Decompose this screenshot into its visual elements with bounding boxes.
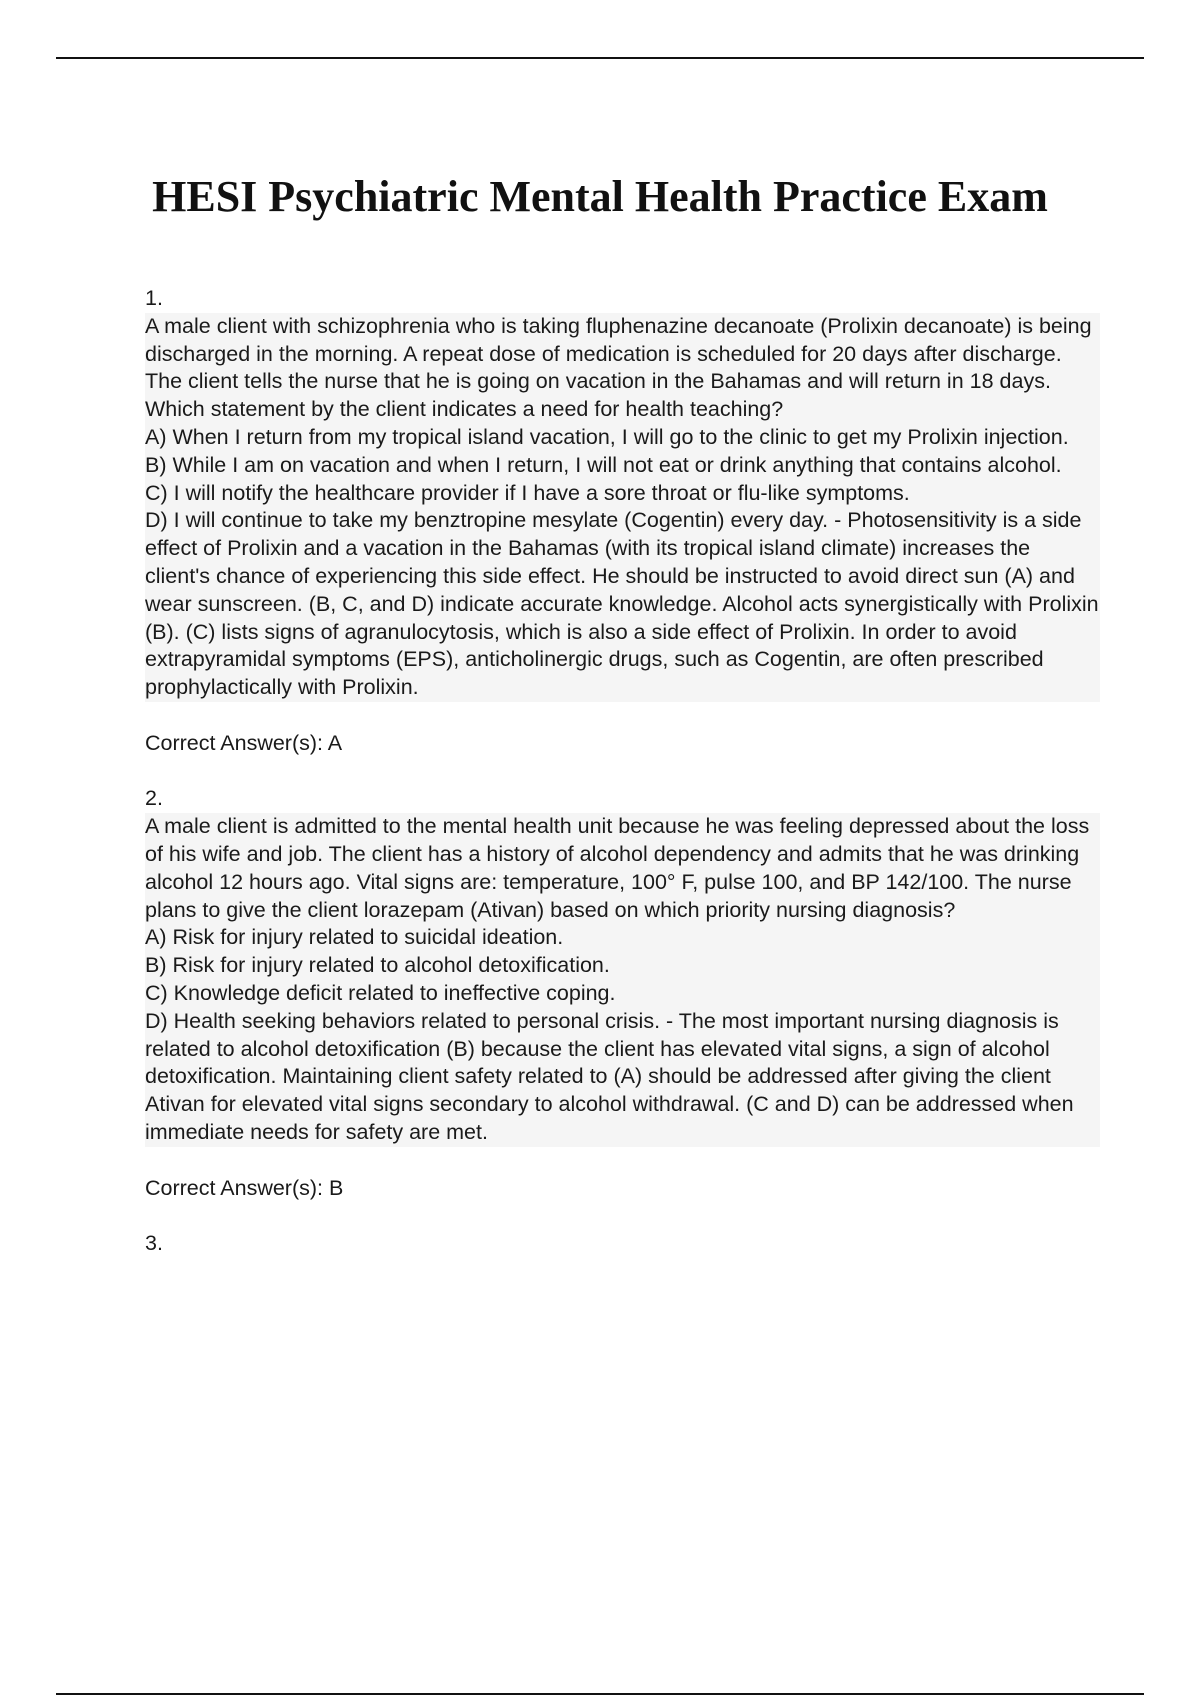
bottom-rule (56, 1693, 1144, 1695)
question-1 (145, 285, 1100, 785)
question-stem: A male client is admitted to the mental health unit because he was feeling depressed about the loss of his wife and job. The client has a history of alcohol dependency and admits that he was drinking alcohol 12 hours ago. Vital signs are: temperature, 100° F, pulse 100, and BP 142/100. The nurse plans to give the client lorazepam (Ativan) based on which priority nursing diagnosis? (145, 813, 1100, 924)
question-3 (145, 1230, 1100, 1258)
question-number: 2. (145, 786, 163, 811)
correct-answer: Correct Answer(s): A (145, 730, 343, 755)
question-number: 3. (145, 1231, 163, 1256)
option-d-rationale: D) I will continue to take my benztropine mesylate (Cogentin) every day. - Photosensitivity is a side effect of Prolixin and a vacation in the Bahamas (with its tropical island climate) increases the client's chance of experiencing this side effect. He should be instructed to avoid direct sun (A) and wear sunscreen. (B, C, and D) indicate accurate knowledge. Alcohol acts synergistically with Prolixin (B). (C) lists signs of agranulocytosis, which is also a side effect of Prolixin. In order to avoid extrapyramidal symptoms (EPS), anticholinergic drugs, such as Cogentin, are often prescribed prophylactically with Prolixin. (145, 507, 1100, 702)
question-2 (145, 785, 1100, 1230)
option-c: C) I will notify the healthcare provider if I have a sore throat or flu-like symptoms. (145, 480, 1100, 508)
document-body (145, 285, 1100, 1258)
option-c: C) Knowledge deficit related to ineffective coping. (145, 980, 1100, 1008)
option-b: B) Risk for injury related to alcohol detoxification. (145, 952, 1100, 980)
option-b: B) While I am on vacation and when I return, I will not eat or drink anything that contains alcohol. (145, 452, 1100, 480)
question-number: 1. (145, 286, 163, 310)
correct-answer: Correct Answer(s): B (145, 1175, 344, 1200)
question-stem: A male client with schizophrenia who is taking fluphenazine decanoate (Prolixin decanoate) is being discharged in the morning. A repeat dose of medication is scheduled for 20 days after discharge. The client tells the nurse that he is going on vacation in the Bahamas and will return in 18 days. Which statement by the client indicates a need for health teaching? (145, 313, 1100, 424)
option-a: A) Risk for injury related to suicidal ideation. (145, 924, 1100, 952)
option-d-rationale: D) Health seeking behaviors related to personal crisis. - The most important nursing diagnosis is related to alcohol detoxification (B) because the client has elevated vital signs, a sign of alcohol detoxification. Maintaining client safety related to (A) should be addressed after giving the client Ativan for elevated vital signs secondary to alcohol withdrawal. (C and D) can be addressed when immediate needs for safety are met. (145, 1008, 1100, 1147)
option-a: A) When I return from my tropical island vacation, I will go to the clinic to get my Prolixin injection. (145, 424, 1100, 452)
page-title: HESI Psychiatric Mental Health Practice Exam (152, 172, 1048, 222)
top-rule (56, 57, 1144, 59)
